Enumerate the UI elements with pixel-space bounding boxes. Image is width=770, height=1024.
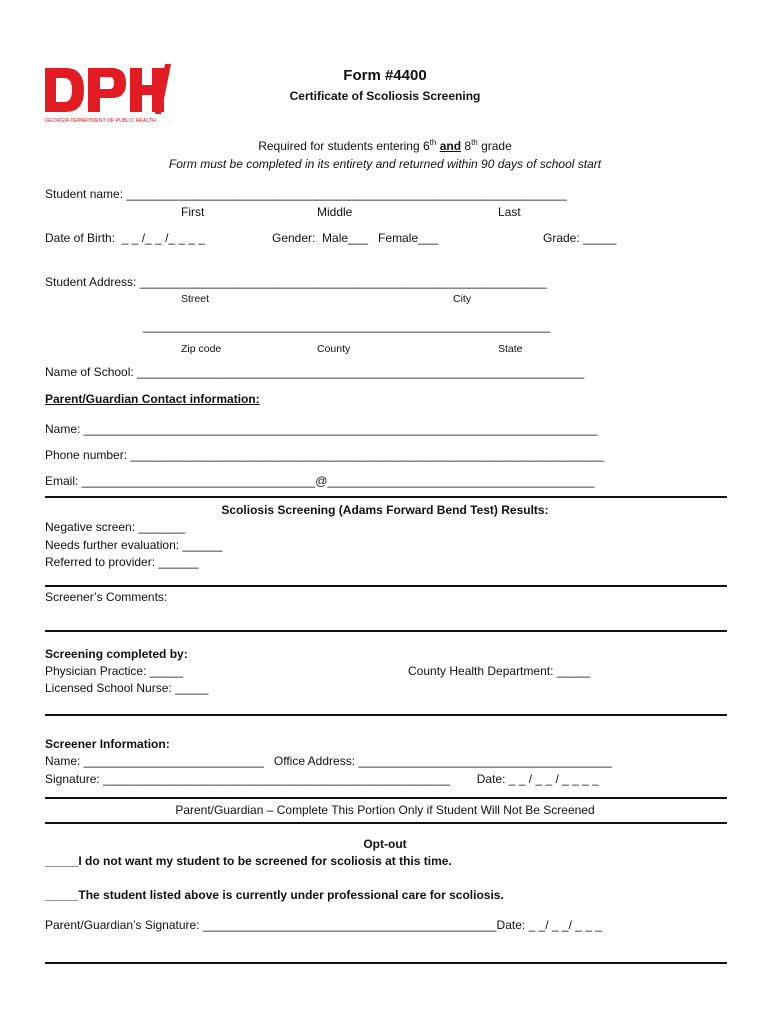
county-label: County [317, 343, 351, 355]
dob-field[interactable]: Date of Birth: _ _ /_ _ /_ _ _ _ [45, 231, 206, 245]
form-title: Certificate of Scoliosis Screening [289, 89, 481, 103]
address-line-2[interactable]: _____________________________________________________________ [143, 319, 551, 333]
last-label: Last [498, 205, 521, 219]
requirement-line: Required for students entering 6th and 8th grade [258, 138, 512, 153]
negative-screen-field[interactable]: Negative screen: _______ [45, 520, 186, 534]
instruction-line: Form must be completed in its entirety and returned within 90 days of school start [168, 157, 602, 171]
state-label: State [498, 343, 523, 355]
screener-name-field[interactable]: Name: ___________________________ Office Address: ______________________________________ [45, 754, 612, 768]
further-eval-field[interactable]: Needs further evaluation: ______ [45, 538, 223, 552]
divider [45, 496, 727, 498]
guardian-email-field[interactable]: Email: ___________________________________@________________________________________ [45, 474, 595, 488]
divider [45, 797, 727, 799]
guardian-phone-field[interactable]: Phone number: _______________________________________________________________________ [45, 448, 605, 462]
student-name-field[interactable]: Student name: __________________________________________________________________ [45, 187, 567, 201]
divider [45, 714, 727, 716]
results-heading: Scoliosis Screening (Adams Forward Bend Test) Results: [221, 503, 549, 517]
school-field[interactable]: Name of School: ___________________________________________________________________ [45, 365, 585, 379]
guardian-signature-field[interactable]: Parent/Guardian’s Signature: ____________________________________________Date: _ _/ _ _/ _ _ _ [45, 918, 602, 932]
guardian-heading: Parent/Guardian Contact information: [45, 392, 260, 406]
gender-field[interactable]: Gender: Male___ Female___ [272, 231, 439, 245]
guardian-name-field[interactable]: Name: _____________________________________________________________________________ [45, 422, 598, 436]
county-health-field[interactable]: County Health Department: _____ [408, 664, 591, 678]
first-label: First [181, 205, 205, 219]
middle-label: Middle [317, 205, 353, 219]
optout-heading: Opt-out [363, 837, 407, 851]
optout-option-2[interactable]: _____The student listed above is currently under professional care for scoliosis. [45, 888, 504, 902]
grade-field[interactable]: Grade: _____ [543, 231, 617, 245]
referred-field[interactable]: Referred to provider: ______ [45, 555, 199, 569]
divider [45, 585, 727, 587]
comments-field[interactable]: Screener’s Comments: [45, 590, 168, 604]
divider [45, 962, 727, 964]
physician-field[interactable]: Physician Practice: _____ [45, 664, 184, 678]
city-label: City [453, 293, 472, 305]
zip-label: Zip code [181, 343, 222, 355]
optout-section-title: Parent/Guardian – Complete This Portion Only if Student Will Not Be Screened [175, 803, 595, 817]
logo-subtitle: GEORGIA DEPARTMENT OF PUBLIC HEALTH [45, 118, 156, 124]
screener-heading: Screener Information: [45, 737, 170, 751]
divider [45, 822, 727, 824]
street-label: Street [181, 293, 210, 305]
optout-option-1[interactable]: _____I do not want my student to be screened for scoliosis at this time. [45, 854, 452, 868]
completed-by-heading: Screening completed by: [45, 647, 188, 661]
form-number: Form #4400 [343, 67, 427, 84]
nurse-field[interactable]: Licensed School Nurse: _____ [45, 681, 209, 695]
screener-signature-field[interactable]: Signature: ____________________________________________________ Date: _ _ / _ _ / _ _ _ _ [45, 772, 599, 786]
divider [45, 630, 727, 632]
address-field[interactable]: Student Address: _____________________________________________________________ [45, 275, 547, 289]
